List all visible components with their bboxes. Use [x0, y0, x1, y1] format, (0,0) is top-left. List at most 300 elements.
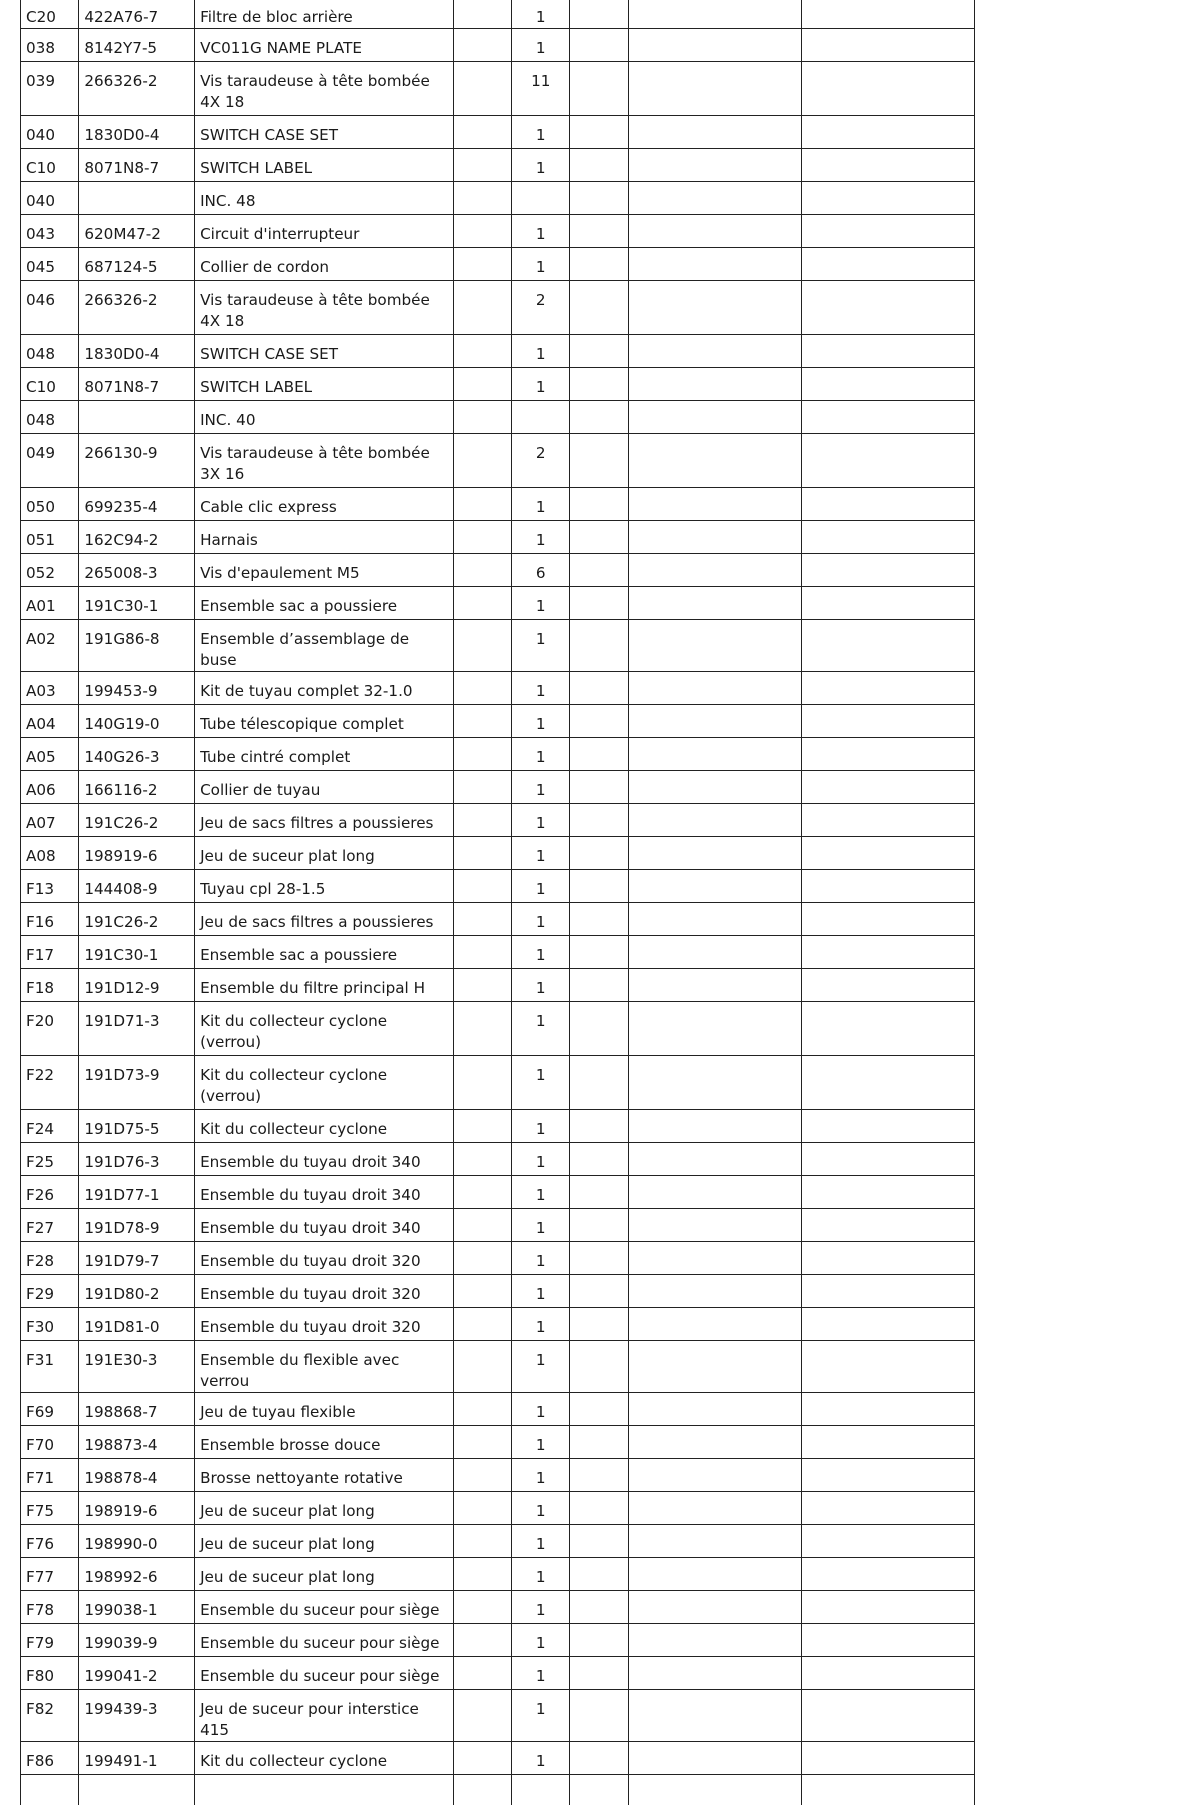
empty-cell — [453, 1657, 511, 1690]
empty-cell — [453, 804, 511, 837]
ref-cell — [21, 1775, 79, 1805]
quantity-cell: 1 — [512, 969, 570, 1002]
description-cell: SWITCH LABEL — [195, 149, 454, 182]
description-cell: INC. 40 — [195, 401, 454, 434]
table-row — [21, 554, 975, 587]
ref-cell: F17 — [21, 936, 79, 969]
quantity-cell: 1 — [512, 587, 570, 620]
description-cell: Ensemble du tuyau droit 340 — [195, 1176, 454, 1209]
empty-cell — [801, 1209, 974, 1242]
empty-cell — [628, 368, 801, 401]
empty-cell — [453, 1459, 511, 1492]
description-cell: Kit du collecteur cyclone (verrou) — [195, 1002, 454, 1056]
ref-cell: A08 — [21, 837, 79, 870]
empty-cell — [570, 1426, 628, 1459]
description-cell: Ensemble du tuyau droit 340 — [195, 1143, 454, 1176]
empty-cell — [453, 1492, 511, 1525]
empty-cell — [628, 1242, 801, 1275]
empty-cell — [628, 62, 801, 116]
quantity-cell: 1 — [512, 1624, 570, 1657]
ref-cell: F69 — [21, 1393, 79, 1426]
empty-cell — [453, 434, 511, 488]
quantity-cell: 1 — [512, 1591, 570, 1624]
empty-cell — [453, 1242, 511, 1275]
quantity-cell: 1 — [512, 1459, 570, 1492]
description-cell: Jeu de suceur plat long — [195, 1558, 454, 1591]
empty-cell — [801, 488, 974, 521]
empty-cell — [628, 554, 801, 587]
empty-cell — [801, 554, 974, 587]
empty-cell — [628, 521, 801, 554]
empty-cell — [570, 1341, 628, 1393]
part-number-cell: 620M47-2 — [79, 215, 195, 248]
empty-cell — [628, 1056, 801, 1110]
quantity-cell: 1 — [512, 1657, 570, 1690]
part-number-cell: 1830D0-4 — [79, 116, 195, 149]
empty-cell — [453, 401, 511, 434]
empty-cell — [570, 1459, 628, 1492]
empty-cell — [453, 1591, 511, 1624]
ref-cell: F31 — [21, 1341, 79, 1393]
empty-cell — [453, 62, 511, 116]
empty-cell — [453, 182, 511, 215]
quantity-cell: 1 — [512, 0, 570, 29]
empty-cell — [801, 705, 974, 738]
ref-cell: 039 — [21, 62, 79, 116]
empty-cell — [628, 1624, 801, 1657]
description-cell: Tube télescopique complet — [195, 705, 454, 738]
part-number-cell — [79, 1775, 195, 1805]
quantity-cell: 1 — [512, 1492, 570, 1525]
table-row — [21, 1110, 975, 1143]
table-row — [21, 335, 975, 368]
ref-cell: A03 — [21, 672, 79, 705]
table-row — [21, 488, 975, 521]
empty-cell — [628, 903, 801, 936]
table-row — [21, 1242, 975, 1275]
ref-cell: F18 — [21, 969, 79, 1002]
empty-cell — [628, 738, 801, 771]
part-number-cell: 1830D0-4 — [79, 335, 195, 368]
empty-cell — [628, 1308, 801, 1341]
empty-cell — [570, 1558, 628, 1591]
description-cell: Jeu de suceur plat long — [195, 1492, 454, 1525]
empty-cell — [628, 335, 801, 368]
table-row — [21, 0, 975, 29]
ref-cell: A01 — [21, 587, 79, 620]
part-number-cell: 198873-4 — [79, 1426, 195, 1459]
empty-cell — [801, 1657, 974, 1690]
quantity-cell: 1 — [512, 837, 570, 870]
empty-cell — [570, 149, 628, 182]
description-cell: Ensemble du suceur pour siège — [195, 1591, 454, 1624]
empty-cell — [453, 969, 511, 1002]
empty-cell — [453, 1426, 511, 1459]
empty-cell — [453, 488, 511, 521]
part-number-cell: 199041-2 — [79, 1657, 195, 1690]
empty-cell — [570, 1775, 628, 1805]
empty-cell — [570, 1308, 628, 1341]
table-row — [21, 620, 975, 672]
empty-cell — [628, 281, 801, 335]
table-row — [21, 1657, 975, 1690]
part-number-cell: 198868-7 — [79, 1393, 195, 1426]
empty-cell — [801, 672, 974, 705]
ref-cell: 046 — [21, 281, 79, 335]
table-row — [21, 29, 975, 62]
empty-cell — [570, 936, 628, 969]
empty-cell — [801, 620, 974, 672]
empty-cell — [628, 837, 801, 870]
part-number-cell: 191D71-3 — [79, 1002, 195, 1056]
empty-cell — [628, 1341, 801, 1393]
empty-cell — [801, 29, 974, 62]
quantity-cell: 1 — [512, 771, 570, 804]
empty-cell — [570, 1657, 628, 1690]
part-number-cell: 191D78-9 — [79, 1209, 195, 1242]
part-number-cell: 199038-1 — [79, 1591, 195, 1624]
table-row — [21, 434, 975, 488]
empty-cell — [453, 1393, 511, 1426]
empty-cell — [570, 281, 628, 335]
description-cell: Harnais — [195, 521, 454, 554]
quantity-cell: 1 — [512, 1426, 570, 1459]
empty-cell — [570, 672, 628, 705]
ref-cell: 052 — [21, 554, 79, 587]
empty-cell — [628, 1742, 801, 1775]
description-cell: Ensemble du tuyau droit 340 — [195, 1209, 454, 1242]
empty-cell — [628, 248, 801, 281]
empty-cell — [570, 1690, 628, 1742]
empty-cell — [628, 804, 801, 837]
quantity-cell: 1 — [512, 738, 570, 771]
part-number-cell: 191C26-2 — [79, 804, 195, 837]
ref-cell: F71 — [21, 1459, 79, 1492]
quantity-cell: 1 — [512, 29, 570, 62]
quantity-cell: 1 — [512, 335, 570, 368]
empty-cell — [628, 0, 801, 29]
part-number-cell: 8071N8-7 — [79, 149, 195, 182]
empty-cell — [628, 1657, 801, 1690]
empty-cell — [801, 1426, 974, 1459]
ref-cell: F77 — [21, 1558, 79, 1591]
table-row — [21, 368, 975, 401]
quantity-cell: 2 — [512, 434, 570, 488]
empty-cell — [570, 620, 628, 672]
empty-cell — [628, 149, 801, 182]
quantity-cell: 1 — [512, 149, 570, 182]
part-number-cell: 199491-1 — [79, 1742, 195, 1775]
empty-cell — [801, 335, 974, 368]
part-number-cell: 191D75-5 — [79, 1110, 195, 1143]
description-cell: Collier de tuyau — [195, 771, 454, 804]
empty-cell — [453, 936, 511, 969]
empty-cell — [570, 903, 628, 936]
part-number-cell: 166116-2 — [79, 771, 195, 804]
empty-cell — [453, 368, 511, 401]
part-number-cell: 191D79-7 — [79, 1242, 195, 1275]
quantity-cell: 1 — [512, 248, 570, 281]
empty-cell — [453, 554, 511, 587]
description-cell: Jeu de sacs filtres a poussieres — [195, 903, 454, 936]
empty-cell — [801, 434, 974, 488]
ref-cell: F26 — [21, 1176, 79, 1209]
table-row — [21, 870, 975, 903]
table-row — [21, 1742, 975, 1775]
description-cell: Vis taraudeuse à tête bombée 3X 16 — [195, 434, 454, 488]
table-row — [21, 1591, 975, 1624]
empty-cell — [801, 969, 974, 1002]
part-number-cell: 687124-5 — [79, 248, 195, 281]
description-cell: INC. 48 — [195, 182, 454, 215]
description-cell: Kit de tuyau complet 32-1.0 — [195, 672, 454, 705]
empty-cell — [453, 149, 511, 182]
empty-cell — [801, 368, 974, 401]
ref-cell: F79 — [21, 1624, 79, 1657]
empty-cell — [801, 1591, 974, 1624]
quantity-cell: 1 — [512, 116, 570, 149]
ref-cell: 040 — [21, 182, 79, 215]
table-row — [21, 401, 975, 434]
empty-cell — [453, 1525, 511, 1558]
ref-cell: F30 — [21, 1308, 79, 1341]
description-cell: Kit du collecteur cyclone — [195, 1110, 454, 1143]
ref-cell: 049 — [21, 434, 79, 488]
empty-cell — [453, 1341, 511, 1393]
empty-cell — [570, 738, 628, 771]
description-cell — [195, 1775, 454, 1805]
empty-cell — [801, 149, 974, 182]
part-number-cell: 191C30-1 — [79, 936, 195, 969]
quantity-cell: 1 — [512, 1275, 570, 1308]
empty-cell — [801, 1558, 974, 1591]
ref-cell: 048 — [21, 401, 79, 434]
empty-cell — [628, 1002, 801, 1056]
quantity-cell: 1 — [512, 1002, 570, 1056]
description-cell: Jeu de suceur plat long — [195, 837, 454, 870]
table-row — [21, 149, 975, 182]
part-number-cell: 8142Y7-5 — [79, 29, 195, 62]
ref-cell: F20 — [21, 1002, 79, 1056]
quantity-cell: 11 — [512, 62, 570, 116]
empty-cell — [801, 587, 974, 620]
empty-cell — [628, 969, 801, 1002]
quantity-cell: 1 — [512, 521, 570, 554]
empty-cell — [801, 1393, 974, 1426]
ref-cell: A05 — [21, 738, 79, 771]
empty-cell — [801, 903, 974, 936]
empty-cell — [570, 1525, 628, 1558]
empty-cell — [453, 521, 511, 554]
empty-cell — [453, 1558, 511, 1591]
quantity-cell: 1 — [512, 1690, 570, 1742]
empty-cell — [801, 182, 974, 215]
ref-cell: F16 — [21, 903, 79, 936]
ref-cell: A06 — [21, 771, 79, 804]
empty-cell — [570, 870, 628, 903]
empty-cell — [453, 870, 511, 903]
empty-cell — [570, 1002, 628, 1056]
empty-cell — [801, 1525, 974, 1558]
ref-cell: F29 — [21, 1275, 79, 1308]
empty-cell — [801, 215, 974, 248]
ref-cell: 043 — [21, 215, 79, 248]
empty-cell — [628, 182, 801, 215]
empty-cell — [570, 969, 628, 1002]
empty-cell — [628, 1176, 801, 1209]
empty-cell — [453, 1690, 511, 1742]
table-row — [21, 1275, 975, 1308]
empty-cell — [570, 248, 628, 281]
part-number-cell: 198990-0 — [79, 1525, 195, 1558]
table-row — [21, 1209, 975, 1242]
table-row — [21, 1775, 975, 1805]
part-number-cell: 191C26-2 — [79, 903, 195, 936]
part-number-cell: 191D12-9 — [79, 969, 195, 1002]
empty-cell — [453, 672, 511, 705]
empty-cell — [570, 1110, 628, 1143]
empty-cell — [570, 1056, 628, 1110]
empty-cell — [453, 1742, 511, 1775]
empty-cell — [570, 0, 628, 29]
empty-cell — [453, 1002, 511, 1056]
ref-cell: A02 — [21, 620, 79, 672]
empty-cell — [801, 1275, 974, 1308]
empty-cell — [570, 62, 628, 116]
part-number-cell: 191G86-8 — [79, 620, 195, 672]
empty-cell — [801, 1775, 974, 1805]
empty-cell — [453, 1143, 511, 1176]
quantity-cell: 1 — [512, 1110, 570, 1143]
quantity-cell: 1 — [512, 1242, 570, 1275]
empty-cell — [453, 29, 511, 62]
quantity-cell: 2 — [512, 281, 570, 335]
empty-cell — [801, 1492, 974, 1525]
empty-cell — [570, 1624, 628, 1657]
table-row — [21, 1308, 975, 1341]
ref-cell: 045 — [21, 248, 79, 281]
table-row — [21, 248, 975, 281]
quantity-cell: 1 — [512, 936, 570, 969]
table-row — [21, 1558, 975, 1591]
empty-cell — [453, 1775, 511, 1805]
ref-cell: A07 — [21, 804, 79, 837]
empty-cell — [453, 1624, 511, 1657]
table-row — [21, 182, 975, 215]
table-row — [21, 1525, 975, 1558]
part-number-cell — [79, 401, 195, 434]
empty-cell — [801, 870, 974, 903]
description-cell: Tube cintré complet — [195, 738, 454, 771]
part-number-cell: 266326-2 — [79, 281, 195, 335]
part-number-cell: 266130-9 — [79, 434, 195, 488]
table-row — [21, 521, 975, 554]
description-cell: VC011G NAME PLATE — [195, 29, 454, 62]
empty-cell — [570, 837, 628, 870]
empty-cell — [628, 1459, 801, 1492]
ref-cell: F25 — [21, 1143, 79, 1176]
part-number-cell: 191D81-0 — [79, 1308, 195, 1341]
table-row — [21, 1143, 975, 1176]
empty-cell — [570, 215, 628, 248]
empty-cell — [801, 1624, 974, 1657]
description-cell: Ensemble brosse douce — [195, 1426, 454, 1459]
empty-cell — [628, 1110, 801, 1143]
table-row — [21, 738, 975, 771]
quantity-cell: 6 — [512, 554, 570, 587]
empty-cell — [801, 1308, 974, 1341]
empty-cell — [570, 1742, 628, 1775]
quantity-cell — [512, 401, 570, 434]
empty-cell — [453, 248, 511, 281]
part-number-cell: 199039-9 — [79, 1624, 195, 1657]
ref-cell: A04 — [21, 705, 79, 738]
empty-cell — [801, 401, 974, 434]
empty-cell — [570, 1242, 628, 1275]
empty-cell — [453, 837, 511, 870]
empty-cell — [570, 1143, 628, 1176]
description-cell: Ensemble du suceur pour siège — [195, 1624, 454, 1657]
empty-cell — [570, 1591, 628, 1624]
empty-cell — [801, 1002, 974, 1056]
empty-cell — [801, 116, 974, 149]
part-number-cell: 162C94-2 — [79, 521, 195, 554]
empty-cell — [570, 1176, 628, 1209]
table-row — [21, 215, 975, 248]
empty-cell — [628, 1525, 801, 1558]
quantity-cell: 1 — [512, 1176, 570, 1209]
empty-cell — [628, 116, 801, 149]
empty-cell — [801, 1176, 974, 1209]
empty-cell — [570, 804, 628, 837]
description-cell: Ensemble du flexible avec verrou — [195, 1341, 454, 1393]
quantity-cell: 1 — [512, 705, 570, 738]
ref-cell: F82 — [21, 1690, 79, 1742]
table-row — [21, 672, 975, 705]
part-number-cell: 199439-3 — [79, 1690, 195, 1742]
empty-cell — [453, 1275, 511, 1308]
ref-cell: C10 — [21, 149, 79, 182]
table-row — [21, 1426, 975, 1459]
empty-cell — [801, 0, 974, 29]
ref-cell: F70 — [21, 1426, 79, 1459]
empty-cell — [453, 620, 511, 672]
quantity-cell: 1 — [512, 1393, 570, 1426]
table-row — [21, 771, 975, 804]
table-row — [21, 837, 975, 870]
part-number-cell: 699235-4 — [79, 488, 195, 521]
empty-cell — [570, 182, 628, 215]
empty-cell — [453, 215, 511, 248]
part-number-cell: 198992-6 — [79, 1558, 195, 1591]
empty-cell — [628, 434, 801, 488]
ref-cell: F75 — [21, 1492, 79, 1525]
empty-cell — [801, 837, 974, 870]
quantity-cell: 1 — [512, 620, 570, 672]
ref-cell: C10 — [21, 368, 79, 401]
quantity-cell — [512, 1775, 570, 1805]
part-number-cell: 266326-2 — [79, 62, 195, 116]
ref-cell: F78 — [21, 1591, 79, 1624]
empty-cell — [570, 1209, 628, 1242]
part-number-cell: 191C30-1 — [79, 587, 195, 620]
empty-cell — [453, 771, 511, 804]
empty-cell — [570, 116, 628, 149]
table-row — [21, 1624, 975, 1657]
empty-cell — [628, 1492, 801, 1525]
ref-cell: 051 — [21, 521, 79, 554]
table-row — [21, 1393, 975, 1426]
